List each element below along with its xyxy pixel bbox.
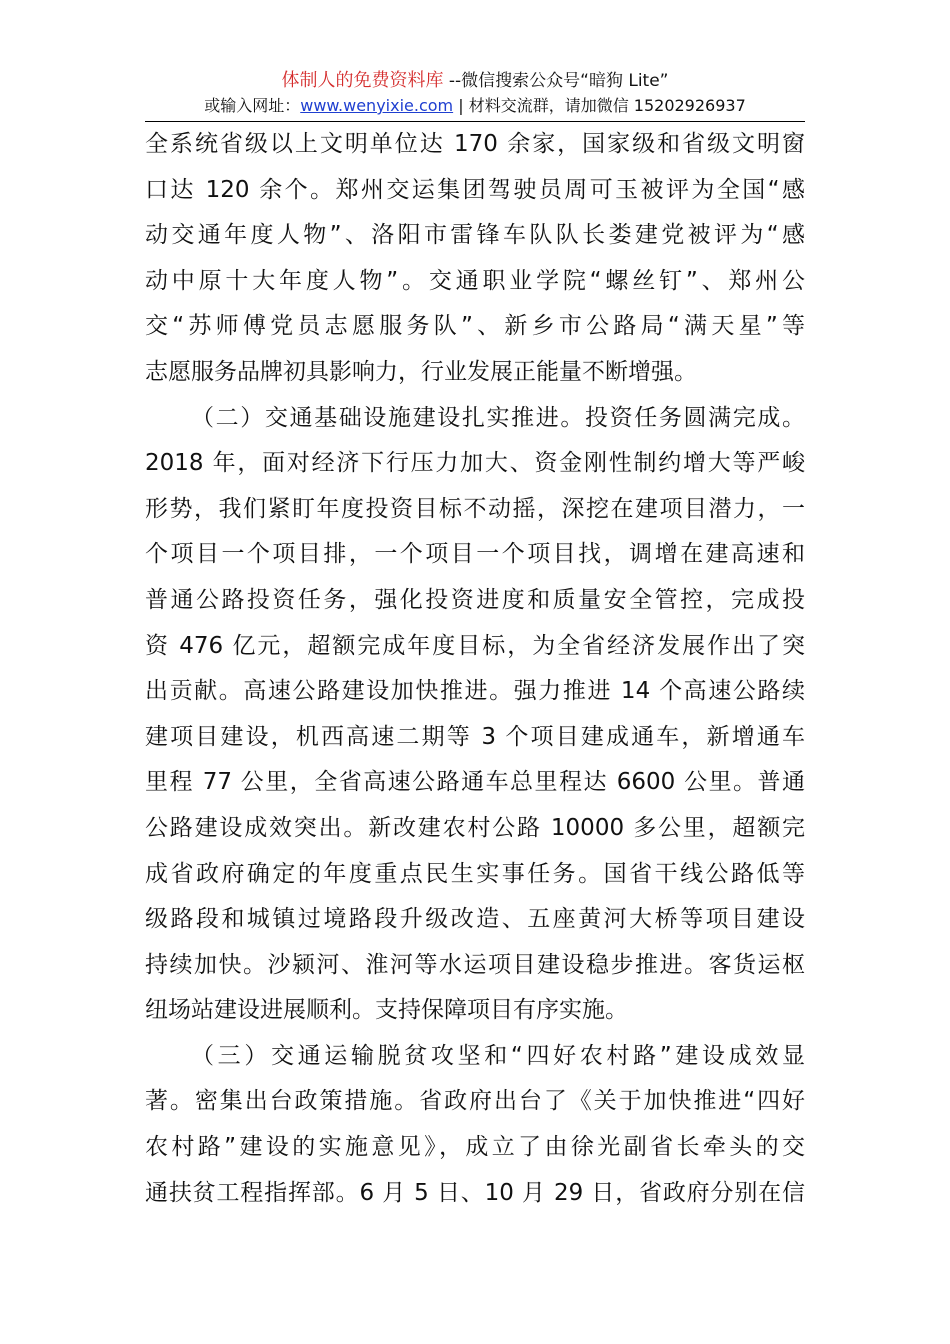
text-line: 交“苏师傅党员志愿服务队”、新乡市公路局“满天星”等 — [145, 313, 805, 340]
header-url-prefix: 或输入网址： — [204, 96, 301, 115]
text-line: 持续加快。沙颍河、淮河等水运项目建设稳步推进。客货运枢 — [145, 951, 805, 978]
header-tagline: --微信搜索公众号“暗狗 Lite” — [443, 71, 669, 91]
text-line: （二）交通基础设施建设扎实推进。投资任务圆满完成。 — [191, 404, 805, 431]
text-line: 公路建设成效突出。新改建农村公路 10000 多公里，超额完 — [145, 814, 805, 841]
text-line: 口达 120 余个。郑州交运集团驾驶员周可玉被评为全国“感 — [145, 176, 805, 203]
header-brand: 体制人的免费资料库 — [281, 70, 444, 91]
text-line: 动中原十大年度人物”。交通职业学院“螺丝钉”、郑州公 — [145, 267, 805, 294]
text-line: 动交通年度人物”、洛阳市雷锋车队队长娄建党被评为“感 — [145, 222, 805, 249]
header-title-line — [0, 68, 950, 94]
text-line: 资 476 亿元，超额完成年度目标，为全省经济发展作出了突 — [145, 632, 805, 659]
header-contact-line — [0, 94, 950, 118]
text-line: 出贡献。高速公路建设加快推进。强力推进 14 个高速公路续 — [145, 678, 805, 705]
page-header — [0, 68, 950, 118]
text-line: 纽场站建设进展顺利。支持保障项目有序实施。 — [145, 997, 628, 1024]
text-line: 农村路”建设的实施意见》，成立了由徐光副省长牵头的交 — [145, 1134, 805, 1161]
header-url-link[interactable]: www.wenyixie.com — [300, 96, 454, 115]
text-line: 著。密集出台政策措施。省政府出台了《关于加快推进“四好 — [145, 1088, 805, 1115]
text-line: 全系统省级以上文明单位达 170 余家，国家级和省级文明窗 — [145, 131, 805, 157]
document-body — [145, 122, 805, 1216]
text-line: 形势，我们紧盯年度投资目标不动摇，深挖在建项目潜力，一 — [145, 495, 805, 522]
text-line: 志愿服务品牌初具影响力，行业发展正能量不断增强。 — [145, 358, 697, 385]
text-line: 普通公路投资任务，强化投资进度和质量安全管控，完成投 — [145, 586, 805, 613]
text-line: 建项目建设，机西高速二期等 3 个项目建成通车，新增通车 — [145, 723, 805, 750]
text-line: 成省政府确定的年度重点民生实事任务。国省干线公路低等 — [145, 860, 805, 887]
text-line: 个项目一个项目排，一个项目一个项目找，调增在建高速和 — [145, 541, 805, 568]
text-line: 通扶贫工程指挥部。6 月 5 日、10 月 29 日，省政府分别在信 — [145, 1179, 805, 1206]
text-line: 2018 年，面对经济下行压力加大、资金刚性制约增大等严峻 — [145, 450, 805, 477]
text-line: 里程 77 公里，全省高速公路通车总里程达 6600 公里。普通 — [145, 769, 805, 796]
text-line: （三）交通运输脱贫攻坚和“四好农村路”建设成效显 — [191, 1042, 805, 1069]
header-contact-suffix: | 材料交流群，请加微信 15202926937 — [453, 96, 746, 115]
text-line: 级路段和城镇过境路段升级改造、五座黄河大桥等项目建设 — [145, 906, 805, 933]
